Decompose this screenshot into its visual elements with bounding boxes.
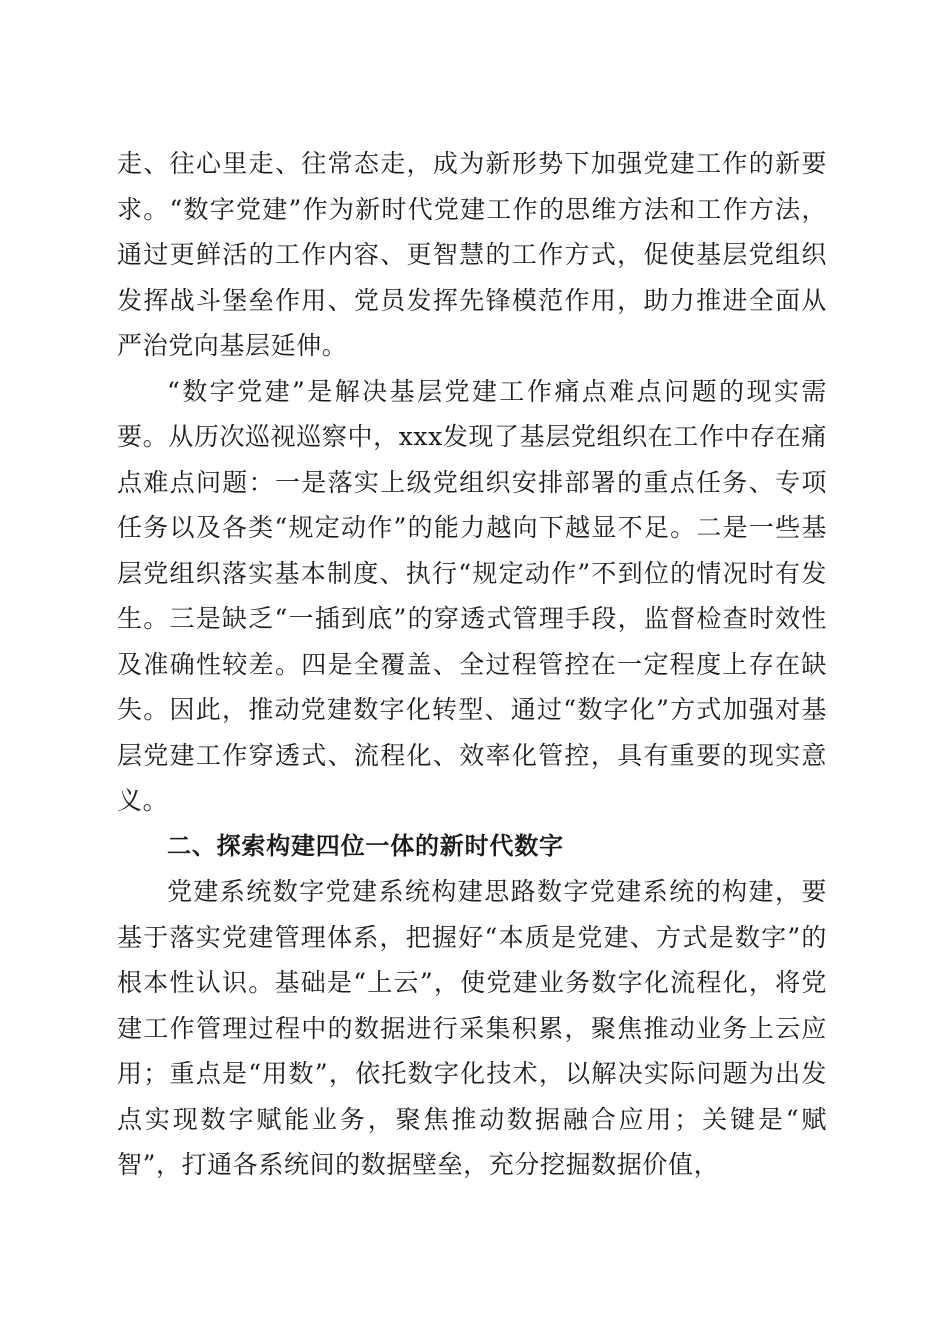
section-heading: 二、探索构建四位一体的新时代数字 — [167, 831, 564, 860]
paragraph-continuation: 走、往心里走、往常态走，成为新形势下加强党建工作的新要求。“数字党建”作为新时代党建工作的思维方法和工作方法，通过更鲜活的工作内容、更智慧的工作方式，促使基层党组织发挥战斗堡垒作用、党员发挥先锋模范作用，助力推进全面从严治党向基层延伸。 — [117, 149, 827, 360]
paragraph-pain-points: “数字党建”是解决基层党建工作痛点难点问题的现实需要。从历次巡视巡察中，xxx发现了基层党组织在工作中存在痛点难点问题：一是落实上级党组织安排部署的重点任务、专项任务以及各类“规定动作”的能力越向下越显不足。二是一些基层党组织落实基本制度、执行“规定动作”不到位的情况时有发生。三是缺乏“一插到底”的穿透式管理手段，监督检查时效性及准确性较差。四是全覆盖、全过程管控在一定程度上存在缺失。因此，推动党建数字化转型、通过“数字化”方式加强对基层党建工作穿透式、流程化、效率化管控，具有重要的现实意义。 — [117, 376, 827, 815]
document-body — [117, 141, 827, 1188]
paragraph-system-construction: 党建系统数字党建系统构建思路数字党建系统的构建，要基于落实党建管理体系，把握好“本质是党建、方式是数字”的根本性认识。基础是“上云”，使党建业务数字化流程化，将党建工作管理过程中的数据进行采集积累，聚焦推动业务上云应用；重点是“用数”，依托数字化技术，以解决实际问题为出发点实现数字赋能业务，聚焦推动数据融合应用；关键是“赋智”，打通各系统间的数据壁垒，充分挖掘数据价值， — [117, 877, 827, 1179]
